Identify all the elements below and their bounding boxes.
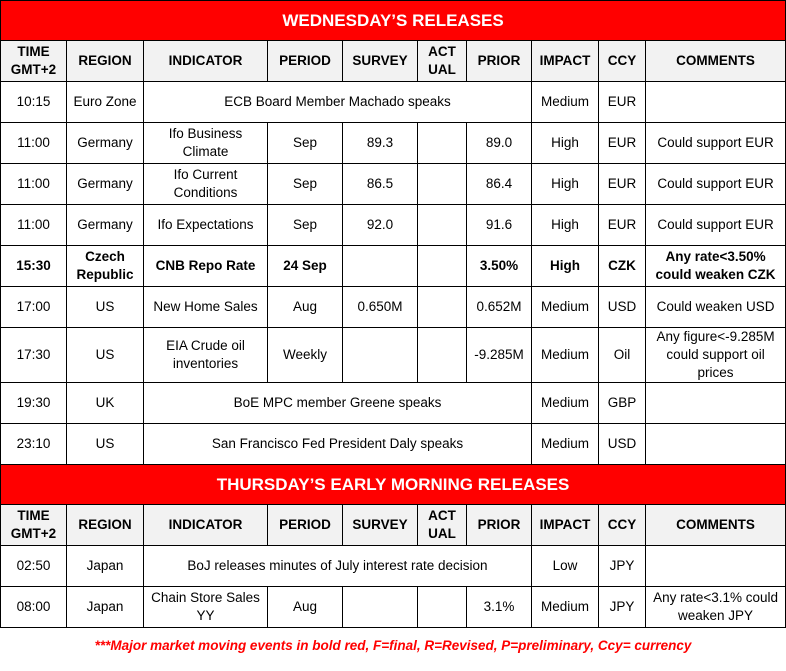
period-cell: Weekly <box>268 328 343 383</box>
period-cell: Aug <box>268 287 343 328</box>
comments-cell: Could weaken USD <box>646 287 786 328</box>
survey-cell: 89.3 <box>343 123 418 164</box>
comments-cell <box>646 424 786 465</box>
actual-cell <box>418 587 467 628</box>
time-cell: 10:15 <box>1 82 67 123</box>
column-header-period: PERIOD <box>268 505 343 546</box>
time-cell: 17:00 <box>1 287 67 328</box>
comments-cell <box>646 546 786 587</box>
actual-cell <box>418 328 467 383</box>
column-header-actual: ACT UAL <box>418 505 467 546</box>
impact-cell: Medium <box>532 287 599 328</box>
actual-cell <box>418 287 467 328</box>
comments-cell: Could support EUR <box>646 123 786 164</box>
event-description-cell: BoE MPC member Greene speaks <box>144 383 532 424</box>
section-title: THURSDAY’S EARLY MORNING RELEASES <box>1 465 786 505</box>
time-cell: 19:30 <box>1 383 67 424</box>
ccy-cell: GBP <box>599 383 646 424</box>
period-cell: Sep <box>268 123 343 164</box>
impact-cell: Medium <box>532 328 599 383</box>
indicator-cell: Ifo Current Conditions <box>144 164 268 205</box>
time-cell: 11:00 <box>1 205 67 246</box>
comments-cell: Any figure<-9.285M could support oil prices <box>646 328 786 383</box>
impact-cell: High <box>532 123 599 164</box>
column-header-prior: PRIOR <box>467 505 532 546</box>
prior-cell: 86.4 <box>467 164 532 205</box>
column-header-comments: COMMENTS <box>646 41 786 82</box>
ccy-cell: USD <box>599 424 646 465</box>
table-row <box>1 587 786 628</box>
impact-cell: Medium <box>532 424 599 465</box>
actual-cell <box>418 123 467 164</box>
prior-cell: 3.1% <box>467 587 532 628</box>
impact-cell: High <box>532 205 599 246</box>
impact-cell: Medium <box>532 587 599 628</box>
impact-cell: Low <box>532 546 599 587</box>
event-description-cell: ECB Board Member Machado speaks <box>144 82 532 123</box>
indicator-cell: EIA Crude oil inventories <box>144 328 268 383</box>
prior-cell: 89.0 <box>467 123 532 164</box>
impact-cell: High <box>532 246 599 287</box>
ccy-cell: USD <box>599 287 646 328</box>
table-row <box>1 424 786 465</box>
time-cell: 02:50 <box>1 546 67 587</box>
column-header-ccy: CCY <box>599 41 646 82</box>
actual-cell <box>418 205 467 246</box>
table-row <box>1 328 786 383</box>
region-cell: US <box>67 287 144 328</box>
actual-cell <box>418 246 467 287</box>
comments-cell <box>646 383 786 424</box>
region-cell: Japan <box>67 546 144 587</box>
period-cell: Aug <box>268 587 343 628</box>
footnote: ***Major market moving events in bold red, F=final, R=Revised, P=preliminary, Ccy= currency <box>94 638 692 653</box>
table-row <box>1 82 786 123</box>
header-row <box>1 505 786 546</box>
prior-cell: 3.50% <box>467 246 532 287</box>
column-header-time: TIME GMT+2 <box>1 41 67 82</box>
region-cell: Germany <box>67 164 144 205</box>
header-row <box>1 41 786 82</box>
region-cell: Germany <box>67 123 144 164</box>
period-cell: 24 Sep <box>268 246 343 287</box>
indicator-cell: CNB Repo Rate <box>144 246 268 287</box>
table-row <box>1 546 786 587</box>
column-header-period: PERIOD <box>268 41 343 82</box>
event-description-cell: BoJ releases minutes of July interest rate decision <box>144 546 532 587</box>
event-description-cell: San Francisco Fed President Daly speaks <box>144 424 532 465</box>
ccy-cell: JPY <box>599 587 646 628</box>
column-header-prior: PRIOR <box>467 41 532 82</box>
impact-cell: Medium <box>532 383 599 424</box>
survey-cell: 92.0 <box>343 205 418 246</box>
table-row <box>1 383 786 424</box>
column-header-comments: COMMENTS <box>646 505 786 546</box>
column-header-survey: SURVEY <box>343 41 418 82</box>
column-header-time: TIME GMT+2 <box>1 505 67 546</box>
table-row <box>1 246 786 287</box>
section-title-row <box>1 1 786 41</box>
column-header-indicator: INDICATOR <box>144 505 268 546</box>
survey-cell: 0.650M <box>343 287 418 328</box>
actual-cell <box>418 164 467 205</box>
column-header-impact: IMPACT <box>532 505 599 546</box>
region-cell: UK <box>67 383 144 424</box>
survey-cell <box>343 328 418 383</box>
column-header-region: REGION <box>67 41 144 82</box>
column-header-impact: IMPACT <box>532 41 599 82</box>
time-cell: 08:00 <box>1 587 67 628</box>
impact-cell: Medium <box>532 82 599 123</box>
indicator-cell: New Home Sales <box>144 287 268 328</box>
survey-cell: 86.5 <box>343 164 418 205</box>
time-cell: 17:30 <box>1 328 67 383</box>
impact-cell: High <box>532 164 599 205</box>
time-cell: 15:30 <box>1 246 67 287</box>
ccy-cell: JPY <box>599 546 646 587</box>
table-row <box>1 123 786 164</box>
ccy-cell: EUR <box>599 123 646 164</box>
period-cell: Sep <box>268 164 343 205</box>
comments-cell: Any rate<3.50% could weaken CZK <box>646 246 786 287</box>
region-cell: Czech Republic <box>67 246 144 287</box>
table-row <box>1 287 786 328</box>
region-cell: US <box>67 424 144 465</box>
section-title: WEDNESDAY’S RELEASES <box>1 1 786 41</box>
survey-cell <box>343 587 418 628</box>
ccy-cell: CZK <box>599 246 646 287</box>
indicator-cell: Ifo Business Climate <box>144 123 268 164</box>
column-header-region: REGION <box>67 505 144 546</box>
time-cell: 11:00 <box>1 164 67 205</box>
ccy-cell: Oil <box>599 328 646 383</box>
section-title-row <box>1 465 786 505</box>
period-cell: Sep <box>268 205 343 246</box>
survey-cell <box>343 246 418 287</box>
prior-cell: -9.285M <box>467 328 532 383</box>
comments-cell: Any rate<3.1% could weaken JPY <box>646 587 786 628</box>
time-cell: 23:10 <box>1 424 67 465</box>
prior-cell: 0.652M <box>467 287 532 328</box>
region-cell: Euro Zone <box>67 82 144 123</box>
indicator-cell: Chain Store Sales YY <box>144 587 268 628</box>
table-row <box>1 164 786 205</box>
column-header-indicator: INDICATOR <box>144 41 268 82</box>
region-cell: US <box>67 328 144 383</box>
table-row <box>1 205 786 246</box>
column-header-survey: SURVEY <box>343 505 418 546</box>
comments-cell: Could support EUR <box>646 205 786 246</box>
indicator-cell: Ifo Expectations <box>144 205 268 246</box>
column-header-actual: ACT UAL <box>418 41 467 82</box>
comments-cell <box>646 82 786 123</box>
comments-cell: Could support EUR <box>646 164 786 205</box>
ccy-cell: EUR <box>599 205 646 246</box>
column-header-ccy: CCY <box>599 505 646 546</box>
region-cell: Germany <box>67 205 144 246</box>
time-cell: 11:00 <box>1 123 67 164</box>
ccy-cell: EUR <box>599 82 646 123</box>
prior-cell: 91.6 <box>467 205 532 246</box>
region-cell: Japan <box>67 587 144 628</box>
ccy-cell: EUR <box>599 164 646 205</box>
